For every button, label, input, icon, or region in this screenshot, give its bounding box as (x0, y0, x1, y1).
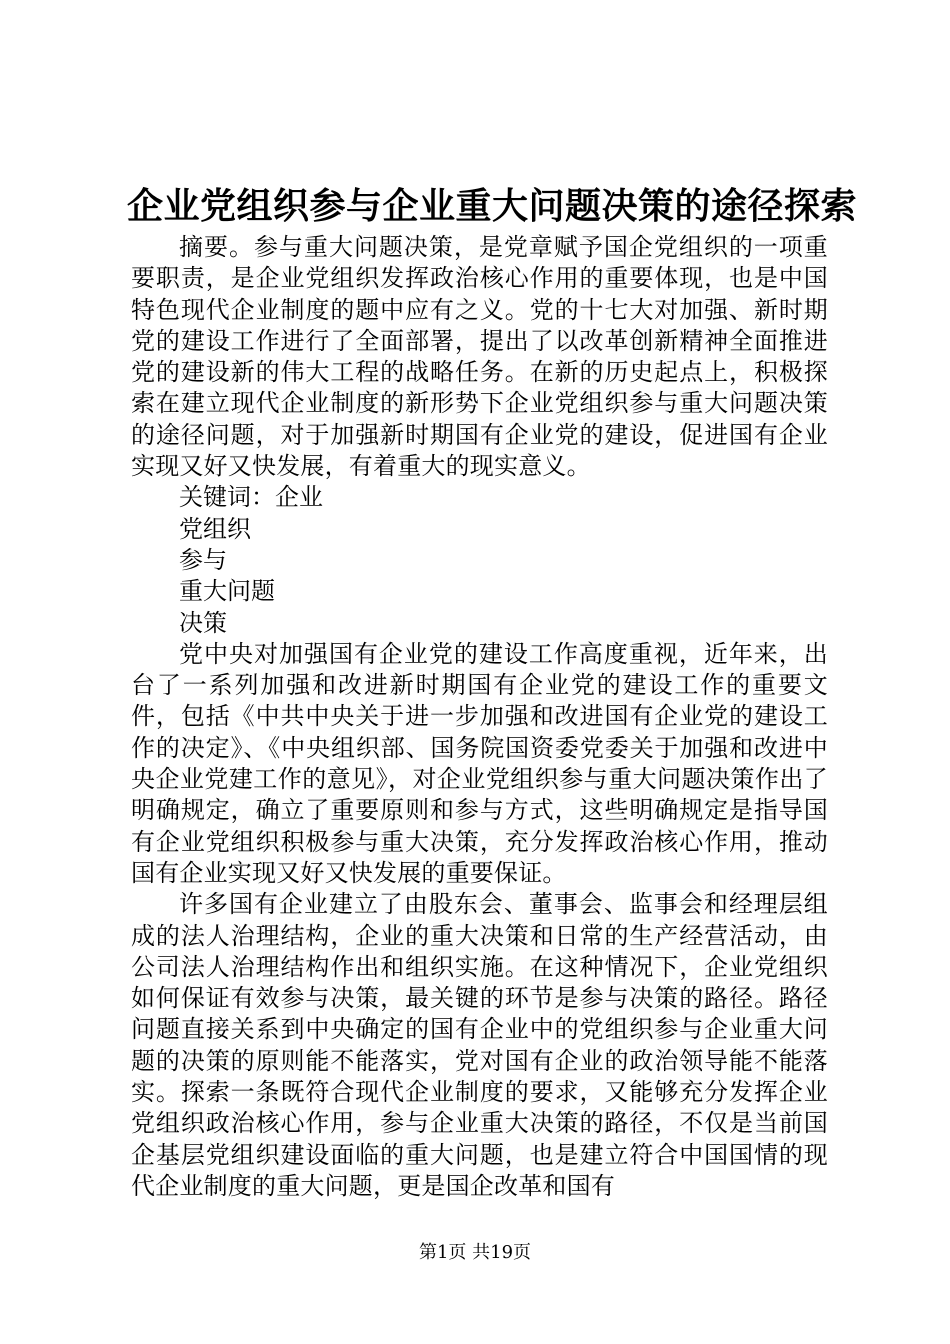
keyword-line: 党组织 (179, 514, 251, 543)
document-title: 企业党组织参与企业重大问题决策的途径探索 (127, 186, 858, 227)
keyword-line: 重大问题 (179, 577, 275, 606)
page-number-footer: 第1页 共19页 (418, 1242, 532, 1263)
body-paragraph: 党中央对加强国有企业党的建设工作高度重视，近年来，出台了一系列加强和改进新时期国有企业党的建设工作的重要文件，包括《中共中央关于进一步加强和改进国有企业党的建设工作的决定》、《中央组织部、国务院国资委党委关于加强和改进中央企业党建工作的意见》，对企业党组织参与重大问题决策作出了明确规定，确立了重要原则和参与方式，这些明确规定是指导国有企业党组织积极参与重大决策，充分发挥政治核心作用，推动国有企业实现又好又快发展的重要保证。 (131, 639, 828, 887)
keyword-line: 关键词：企业 (179, 483, 323, 512)
keyword-line: 决策 (179, 608, 227, 637)
keyword-line: 参与 (179, 545, 227, 574)
abstract-paragraph: 摘要。参与重大问题决策，是党章赋予国企党组织的一项重要职责，是企业党组织发挥政治核心作用的重要体现，也是中国特色现代企业制度的题中应有之义。党的十七大对加强、新时期党的建设工作进行了全面部署，提出了以改革创新精神全面推进党的建设新的伟大工程的战略任务。在新的历史起点上，积极探索在建立现代企业制度的新形势下企业党组织参与重大问题决策的途径问题，对于加强新时期国有企业党的建设，促进国有企业实现又好又快发展，有着重大的现实意义。 (131, 233, 828, 481)
document-body (131, 232, 828, 1202)
body-paragraph: 许多国有企业建立了由股东会、董事会、监事会和经理层组成的法人治理结构，企业的重大决策和日常的生产经营活动，由公司法人治理结构作出和组织实施。在这种情况下，企业党组织如何保证有效参与决策，最关键的环节是参与决策的路径。路径问题直接关系到中央确定的国有企业中的党组织参与企业重大问题的决策的原则能不能落实，党对国有企业的政治领导能不能落实。探索一条既符合现代企业制度的要求，又能够充分发挥企业党组织政治核心作用，参与企业重大决策的路径，不仅是当前国企基层党组织建设面临的重大问题，也是建立符合中国国情的现代企业制度的重大问题，更是国企改革和国有 (131, 890, 828, 1200)
